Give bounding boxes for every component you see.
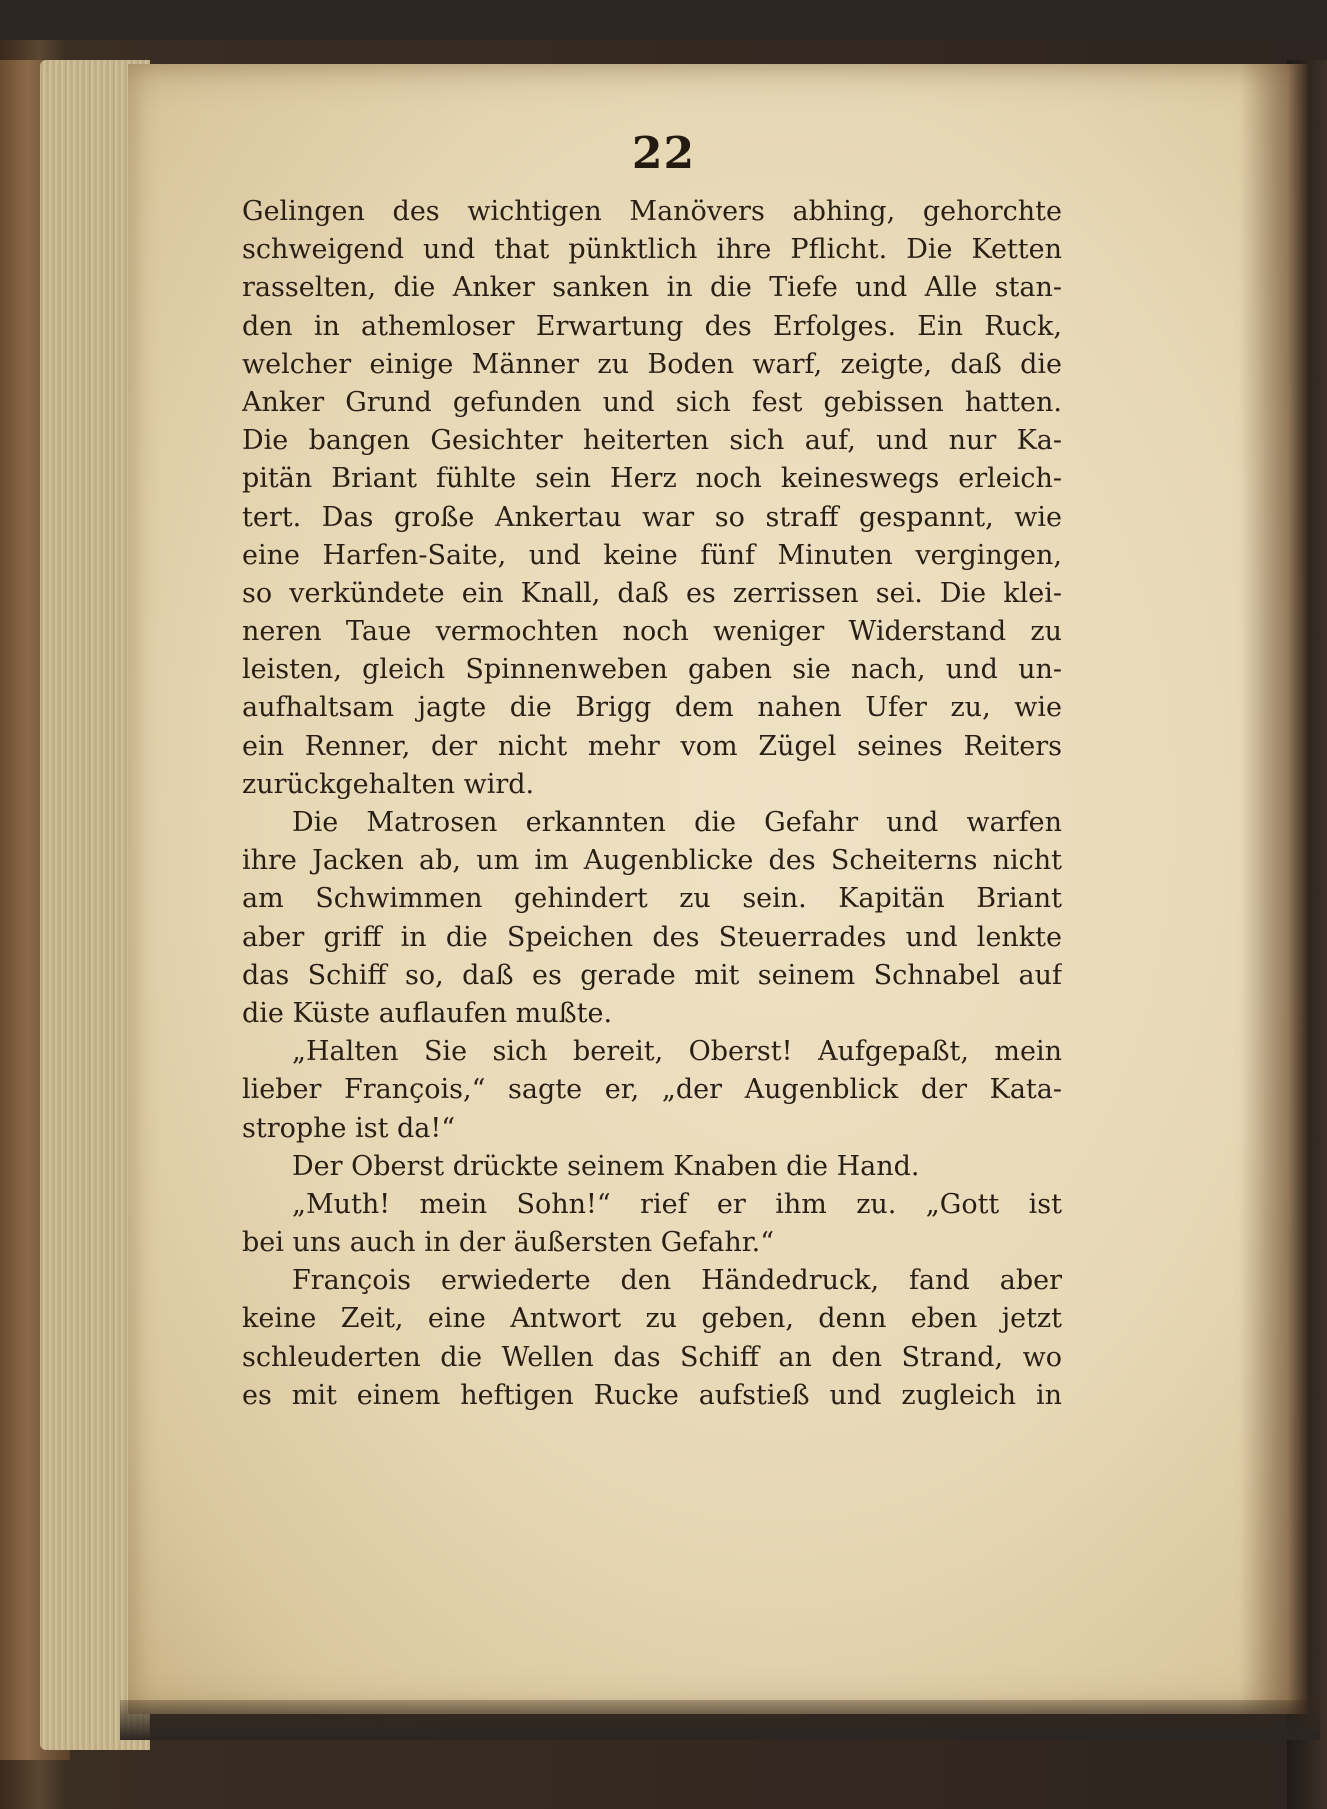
text-line: schweigend und that pünktlich ihre Pflicht. Die Ketten [242, 234, 1062, 266]
text-line: so verkündete ein Knall, daß es zerrissen sei. Die klei- [242, 577, 1062, 609]
text-line: strophe ist da!“ [242, 1112, 456, 1144]
text-line: François erwiederte den Händedruck, fand aber [292, 1265, 1062, 1297]
text-line: aber griff in die Speichen des Steuerrades und lenkte [242, 921, 1062, 953]
body-text [242, 193, 1062, 1415]
text-line: Der Oberst drückte seinem Knaben die Hand. [292, 1150, 920, 1182]
text-line: das Schiff so, daß es gerade mit seinem Schnabel auf [242, 959, 1062, 991]
text-line: es mit einem heftigen Rucke aufstieß und zugleich in [242, 1379, 1062, 1411]
text-line: rasselten, die Anker sanken in die Tiefe und Alle stan- [242, 272, 1062, 304]
page-bottom-shadow [120, 1700, 1320, 1740]
text-line: pitän Briant fühlte sein Herz noch keineswegs erleich- [242, 463, 1062, 495]
text-line: den in athemloser Erwartung des Erfolges. Ein Ruck, [242, 310, 1062, 342]
text-line: neren Taue vermochten noch weniger Widerstand zu [242, 616, 1062, 648]
text-line: lieber François,“ sagte er, „der Augenblick der Kata- [242, 1074, 1062, 1106]
text-line: Gelingen des wichtigen Manövers abhing, gehorchte [242, 196, 1062, 227]
text-line: die Küste auflaufen mußte. [242, 997, 613, 1029]
text-line: tert. Das große Ankertau war so straff gespannt, wie [242, 501, 1062, 533]
text-line: ein Renner, der nicht mehr vom Zügel seines Reiters [242, 730, 1062, 762]
text-line: welcher einige Männer zu Boden warf, zeigte, daß die [242, 348, 1062, 380]
text-line: „Muth! mein Sohn!“ rief er ihm zu. „Gott ist [292, 1188, 1062, 1220]
text-line: eine Harfen-Saite, und keine fünf Minuten vergingen, [242, 539, 1062, 571]
text-line: zurückgehalten wird. [242, 768, 535, 800]
page-gutter [1240, 64, 1308, 1714]
page-number: 22 [631, 128, 696, 179]
text-line: ihre Jacken ab, um im Augenblicke des Scheiterns nicht [242, 845, 1062, 877]
text-line: aufhaltsam jagte die Brigg dem nahen Ufer zu, wie [242, 692, 1062, 724]
text-line: keine Zeit, eine Antwort zu geben, denn eben jetzt [242, 1303, 1062, 1335]
text-line: bei uns auch in der äußersten Gefahr.“ [242, 1227, 775, 1259]
text-line: Die Matrosen erkannten die Gefahr und warfen [292, 807, 1062, 838]
text-line: leisten, gleich Spinnenweben gaben sie nach, und un- [242, 654, 1062, 686]
text-line: Die bangen Gesichter heiterten sich auf, und nur Ka- [242, 425, 1062, 457]
text-line: „Halten Sie sich bereit, Oberst! Aufgepaßt, mein [292, 1036, 1062, 1068]
text-line: am Schwimmen gehindert zu sein. Kapitän Briant [242, 883, 1062, 915]
text-line: Anker Grund gefunden und sich fest gebissen hatten. [242, 386, 1062, 418]
text-line: schleuderten die Wellen das Schiff an den Strand, wo [242, 1341, 1062, 1373]
